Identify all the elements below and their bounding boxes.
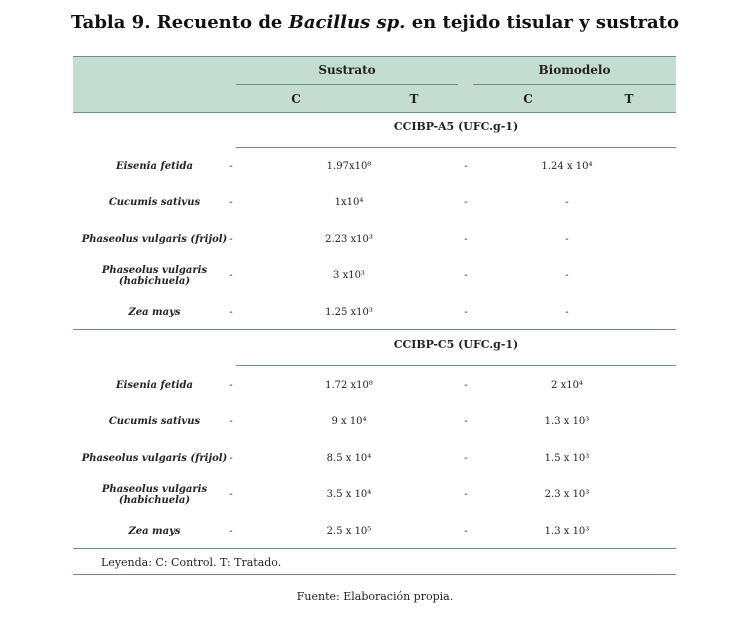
header-sub-t-biomodelo: T: [624, 92, 634, 106]
cell-biomodelo-c: -: [464, 489, 468, 500]
cell-biomodelo-t: -: [565, 197, 569, 208]
table-header: [73, 56, 676, 113]
data-table: [73, 56, 676, 569]
cell-sustrato-c: -: [229, 197, 233, 208]
cell-sustrato-c: -: [229, 489, 233, 500]
section-title: CCIBP-A5 (UFC.g-1): [393, 120, 519, 133]
cell-biomodelo-t: 1.3 x 10³: [544, 416, 590, 427]
section-divider: [236, 365, 676, 366]
cell-biomodelo-c: -: [464, 233, 468, 245]
cell-biomodelo-t: 1.24 x 10⁴: [541, 160, 593, 172]
header-sub-c-sustrato: C: [291, 92, 301, 106]
cell-biomodelo-t: 2.3 x 10³: [544, 489, 590, 500]
row-label: Cucumis sativus: [108, 197, 201, 208]
cell-sustrato-t: 3.5 x 10⁴: [326, 489, 372, 500]
cell-biomodelo-c: -: [464, 525, 468, 537]
cell-sustrato-t: 1x10⁴: [334, 197, 364, 208]
cell-sustrato-c: -: [229, 452, 233, 464]
row-label: Zea mays: [128, 306, 181, 318]
cell-biomodelo-c: -: [464, 452, 468, 464]
title-prefix: Tabla 9. Recuento de: [70, 12, 289, 33]
cell-biomodelo-t: -: [565, 270, 569, 281]
table-row: [73, 185, 676, 221]
cell-biomodelo-c: -: [464, 379, 468, 391]
cell-sustrato-t: 1.97x10⁸: [326, 160, 372, 172]
header-group-biomodelo: Biomodelo: [538, 63, 611, 77]
cell-biomodelo-t: -: [565, 306, 569, 318]
cell-biomodelo-t: -: [565, 233, 569, 245]
table-row: [73, 404, 676, 440]
legend-note: Leyenda: C: Control. T: Tratado.: [101, 556, 282, 569]
header-sub-t-sustrato: T: [409, 92, 419, 106]
source-note: Fuente: Elaboración propia.: [296, 590, 454, 603]
cell-sustrato-t: 3 x10³: [333, 270, 365, 281]
cell-biomodelo-t: 2 x10⁴: [551, 379, 583, 391]
cell-biomodelo-c: -: [464, 197, 468, 208]
cell-sustrato-c: -: [229, 270, 233, 281]
cell-sustrato-c: -: [229, 160, 233, 172]
table-row: [73, 513, 676, 549]
row-label: Phaseolus vulgaris (frijol): [81, 233, 228, 245]
row-label: Cucumis sativus: [108, 416, 201, 427]
cell-sustrato-t: 2.23 x10³: [325, 233, 373, 245]
cell-biomodelo-c: -: [464, 306, 468, 318]
cell-biomodelo-c: -: [464, 416, 468, 427]
cell-sustrato-t: 1.25 x10³: [325, 306, 373, 318]
cell-sustrato-c: -: [229, 416, 233, 427]
cell-sustrato-t: 8.5 x 10⁴: [326, 452, 372, 464]
table-row: [73, 440, 676, 476]
legend-top-border: [73, 548, 676, 549]
title-suffix: en tejido tisular y sustrato: [405, 12, 679, 33]
section-title: CCIBP-C5 (UFC.g-1): [393, 338, 519, 351]
table-row: [73, 258, 676, 294]
row-label: Zea mays: [128, 525, 181, 537]
row-label: Phaseolus vulgaris (habichuela): [101, 264, 208, 287]
row-label: Phaseolus vulgaris (habichuela): [101, 483, 208, 506]
row-label: Eisenia fetida: [116, 379, 193, 391]
table-bottom-border: [73, 574, 676, 575]
table-row: [73, 148, 676, 184]
cell-biomodelo-c: -: [464, 160, 468, 172]
cell-biomodelo-t: 1.5 x 10³: [544, 452, 590, 464]
row-label: Eisenia fetida: [116, 160, 193, 172]
cell-sustrato-c: -: [229, 233, 233, 245]
table-row: [73, 477, 676, 513]
row-label: Phaseolus vulgaris (frijol): [81, 452, 228, 464]
cell-sustrato-t: 2.5 x 10⁵: [326, 525, 372, 537]
cell-sustrato-t: 1.72 x10⁸: [325, 379, 373, 391]
header-group-underline: [473, 84, 676, 85]
cell-sustrato-c: -: [229, 306, 233, 318]
header-sub-c-biomodelo: C: [523, 92, 533, 106]
cell-sustrato-c: -: [229, 525, 233, 537]
cell-biomodelo-c: -: [464, 270, 468, 281]
title-species: Bacillus sp.: [288, 12, 406, 33]
table-row: [73, 221, 676, 257]
cell-sustrato-c: -: [229, 379, 233, 391]
section-separator: [73, 329, 676, 330]
header-group-underline: [236, 84, 458, 85]
table-row: [73, 294, 676, 330]
cell-biomodelo-t: 1.3 x 10³: [544, 525, 590, 537]
table-row: [73, 367, 676, 403]
cell-sustrato-t: 9 x 10⁴: [331, 416, 367, 427]
table-title: [0, 12, 750, 33]
header-group-sustrato: Sustrato: [318, 63, 376, 77]
